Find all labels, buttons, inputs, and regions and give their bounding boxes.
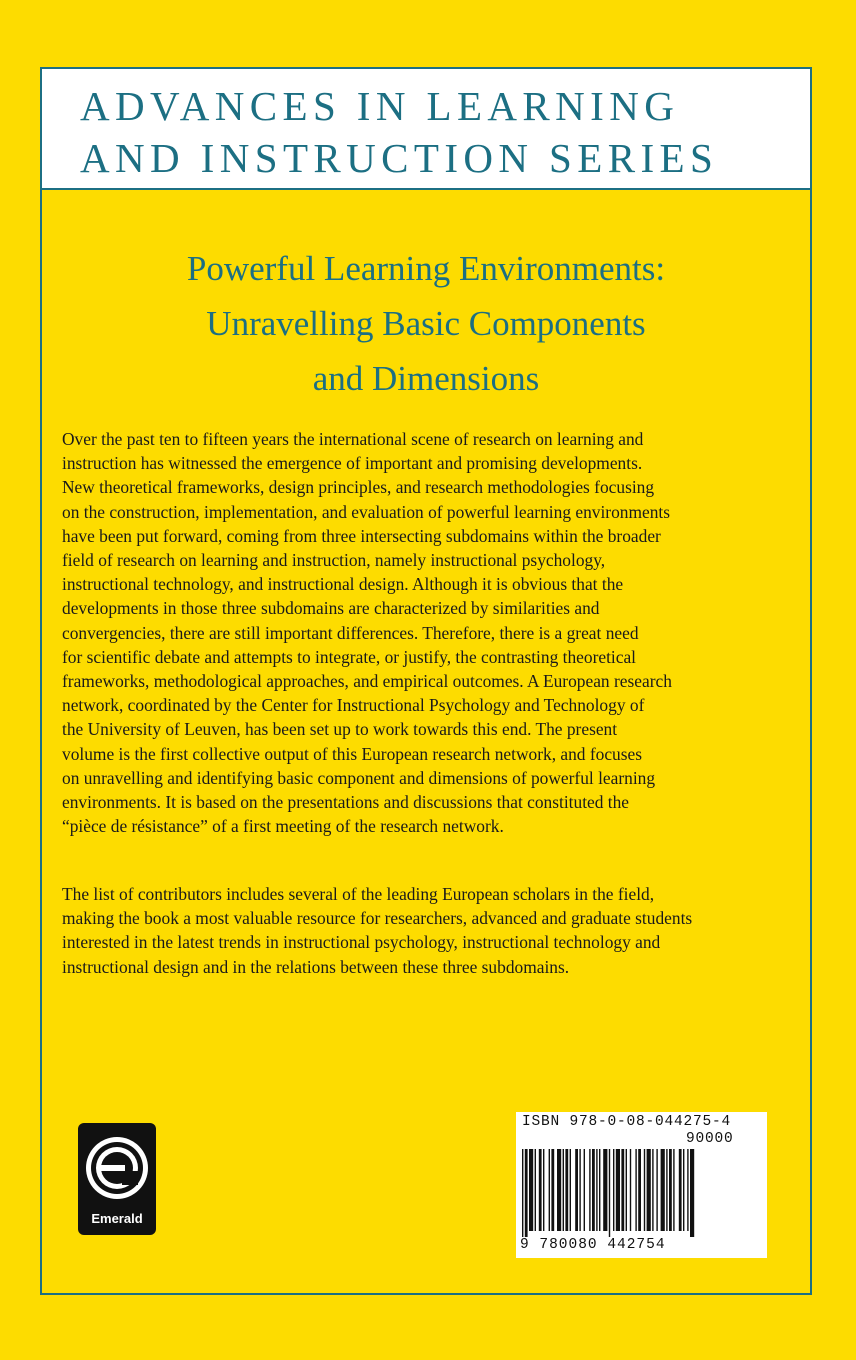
emerald-logo (78, 1123, 156, 1235)
cover-frame (40, 67, 812, 1295)
barcode-bar (603, 1149, 607, 1231)
text-line: making the book a most valuable resource for researchers, advanced and graduate students (62, 908, 693, 929)
barcode-bar (621, 1149, 624, 1231)
barcode-bar (690, 1149, 694, 1237)
barcode-bar (579, 1149, 580, 1231)
text-line: environments. It is based on the presentations and discussions that constituted the (62, 792, 630, 813)
book-title-line-1: Powerful Learning Environments: (186, 249, 666, 288)
barcode-bars (522, 1149, 762, 1237)
barcode-bar (644, 1149, 645, 1231)
description-paragraph-2 (62, 882, 798, 979)
text-line: network, coordinated by the Center for Instructional Psychology and Technology of (62, 695, 645, 716)
barcode-bar (565, 1149, 568, 1231)
text-line: on unravelling and identifying basic component and dimensions of powerful learning (62, 767, 656, 788)
barcode-bar (535, 1149, 536, 1231)
description-paragraph-1 (62, 427, 798, 838)
barcode-bar (599, 1149, 600, 1231)
barcode-bar (563, 1149, 564, 1231)
text-line: “pièce de résistance” of a first meeting of the research network. (62, 816, 504, 837)
barcode-bar (592, 1149, 595, 1231)
text-line: for scientific debate and attempts to integrate, or justify, the contrasting theoretical (62, 646, 637, 667)
text-line: have been put forward, coming from three intersecting subdomains within the broader (62, 525, 661, 546)
barcode-bar (551, 1149, 554, 1231)
text-line: volume is the first collective output of this European research network, and focuses (62, 743, 642, 764)
barcode-bar (626, 1149, 627, 1231)
series-banner (42, 69, 810, 190)
barcode-bar (687, 1149, 688, 1231)
text-line: The list of contributors includes several of the leading European scholars in the field, (62, 884, 655, 904)
barcode-bar (584, 1149, 585, 1231)
barcode-bar (525, 1149, 528, 1237)
barcode-bar (666, 1149, 667, 1231)
barcode-bar (522, 1149, 523, 1237)
emerald-e-icon (78, 1127, 156, 1213)
text-line: convergencies, there are still important differences. Therefore, there is a great need (62, 622, 639, 643)
barcode-bar (575, 1149, 578, 1231)
ean-number: 9 780080 442754 (520, 1237, 666, 1253)
barcode-bar (669, 1149, 672, 1231)
barcode-bar (557, 1149, 561, 1231)
barcode-bar (679, 1149, 682, 1231)
text-line: instructional design and in the relations between these three subdomains. (62, 956, 570, 977)
price-code: 90000 (686, 1131, 734, 1147)
series-title-line-2: AND INSTRUCTION SERIES (80, 135, 719, 181)
text-line: instruction has witnessed the emergence of important and promising developments. (62, 453, 643, 474)
barcode-bar (683, 1149, 684, 1231)
book-title-line-2: Unravelling Basic Components (206, 304, 646, 343)
barcode-bar (609, 1149, 610, 1237)
text-line: frameworks, methodological approaches, and empirical outcomes. A European research (62, 671, 672, 692)
barcode-bar (616, 1149, 620, 1231)
barcode-bar (652, 1149, 653, 1231)
barcode-bar (549, 1149, 550, 1231)
publisher-name: Emerald (91, 1211, 143, 1226)
text-line: Over the past ten to fifteen years the international scene of research on learning and (62, 429, 644, 449)
barcode-bar (539, 1149, 542, 1231)
barcode-bar (630, 1149, 631, 1231)
text-line: instructional technology, and instructional design. Although it is obvious that the (62, 574, 624, 595)
barcode-bar (638, 1149, 641, 1231)
text-line: on the construction, implementation, and evaluation of powerful learning environments (62, 501, 671, 522)
barcode-bar (656, 1149, 657, 1231)
barcode-bar (613, 1149, 614, 1231)
text-line: New theoretical frameworks, design principles, and research methodologies focusing (62, 477, 655, 498)
barcode-bar (635, 1149, 636, 1231)
text-line: field of research on learning and instruction, namely instructional psychology, (62, 550, 606, 571)
book-title-line-3: and Dimensions (312, 359, 540, 398)
barcode-bar (647, 1149, 651, 1231)
barcode-bar (529, 1149, 533, 1231)
barcode-bar (570, 1149, 571, 1231)
isbn-number: ISBN 978-0-08-044275-4 (522, 1114, 732, 1130)
text-line: interested in the latest trends in instructional psychology, instructional technology and (62, 932, 661, 953)
barcode-bar (661, 1149, 665, 1231)
text-line: developments in those three subdomains are characterized by similarities and (62, 598, 600, 619)
text-line: the University of Leuven, has been set up to work towards this end. The present (62, 719, 618, 740)
barcode-bar (543, 1149, 544, 1231)
barcode-bar (589, 1149, 590, 1231)
barcode-bar (673, 1149, 674, 1231)
book-title (42, 241, 810, 406)
isbn-barcode (516, 1112, 767, 1258)
series-title-line-1: ADVANCES IN LEARNING (80, 83, 680, 129)
barcode-bar (596, 1149, 597, 1231)
